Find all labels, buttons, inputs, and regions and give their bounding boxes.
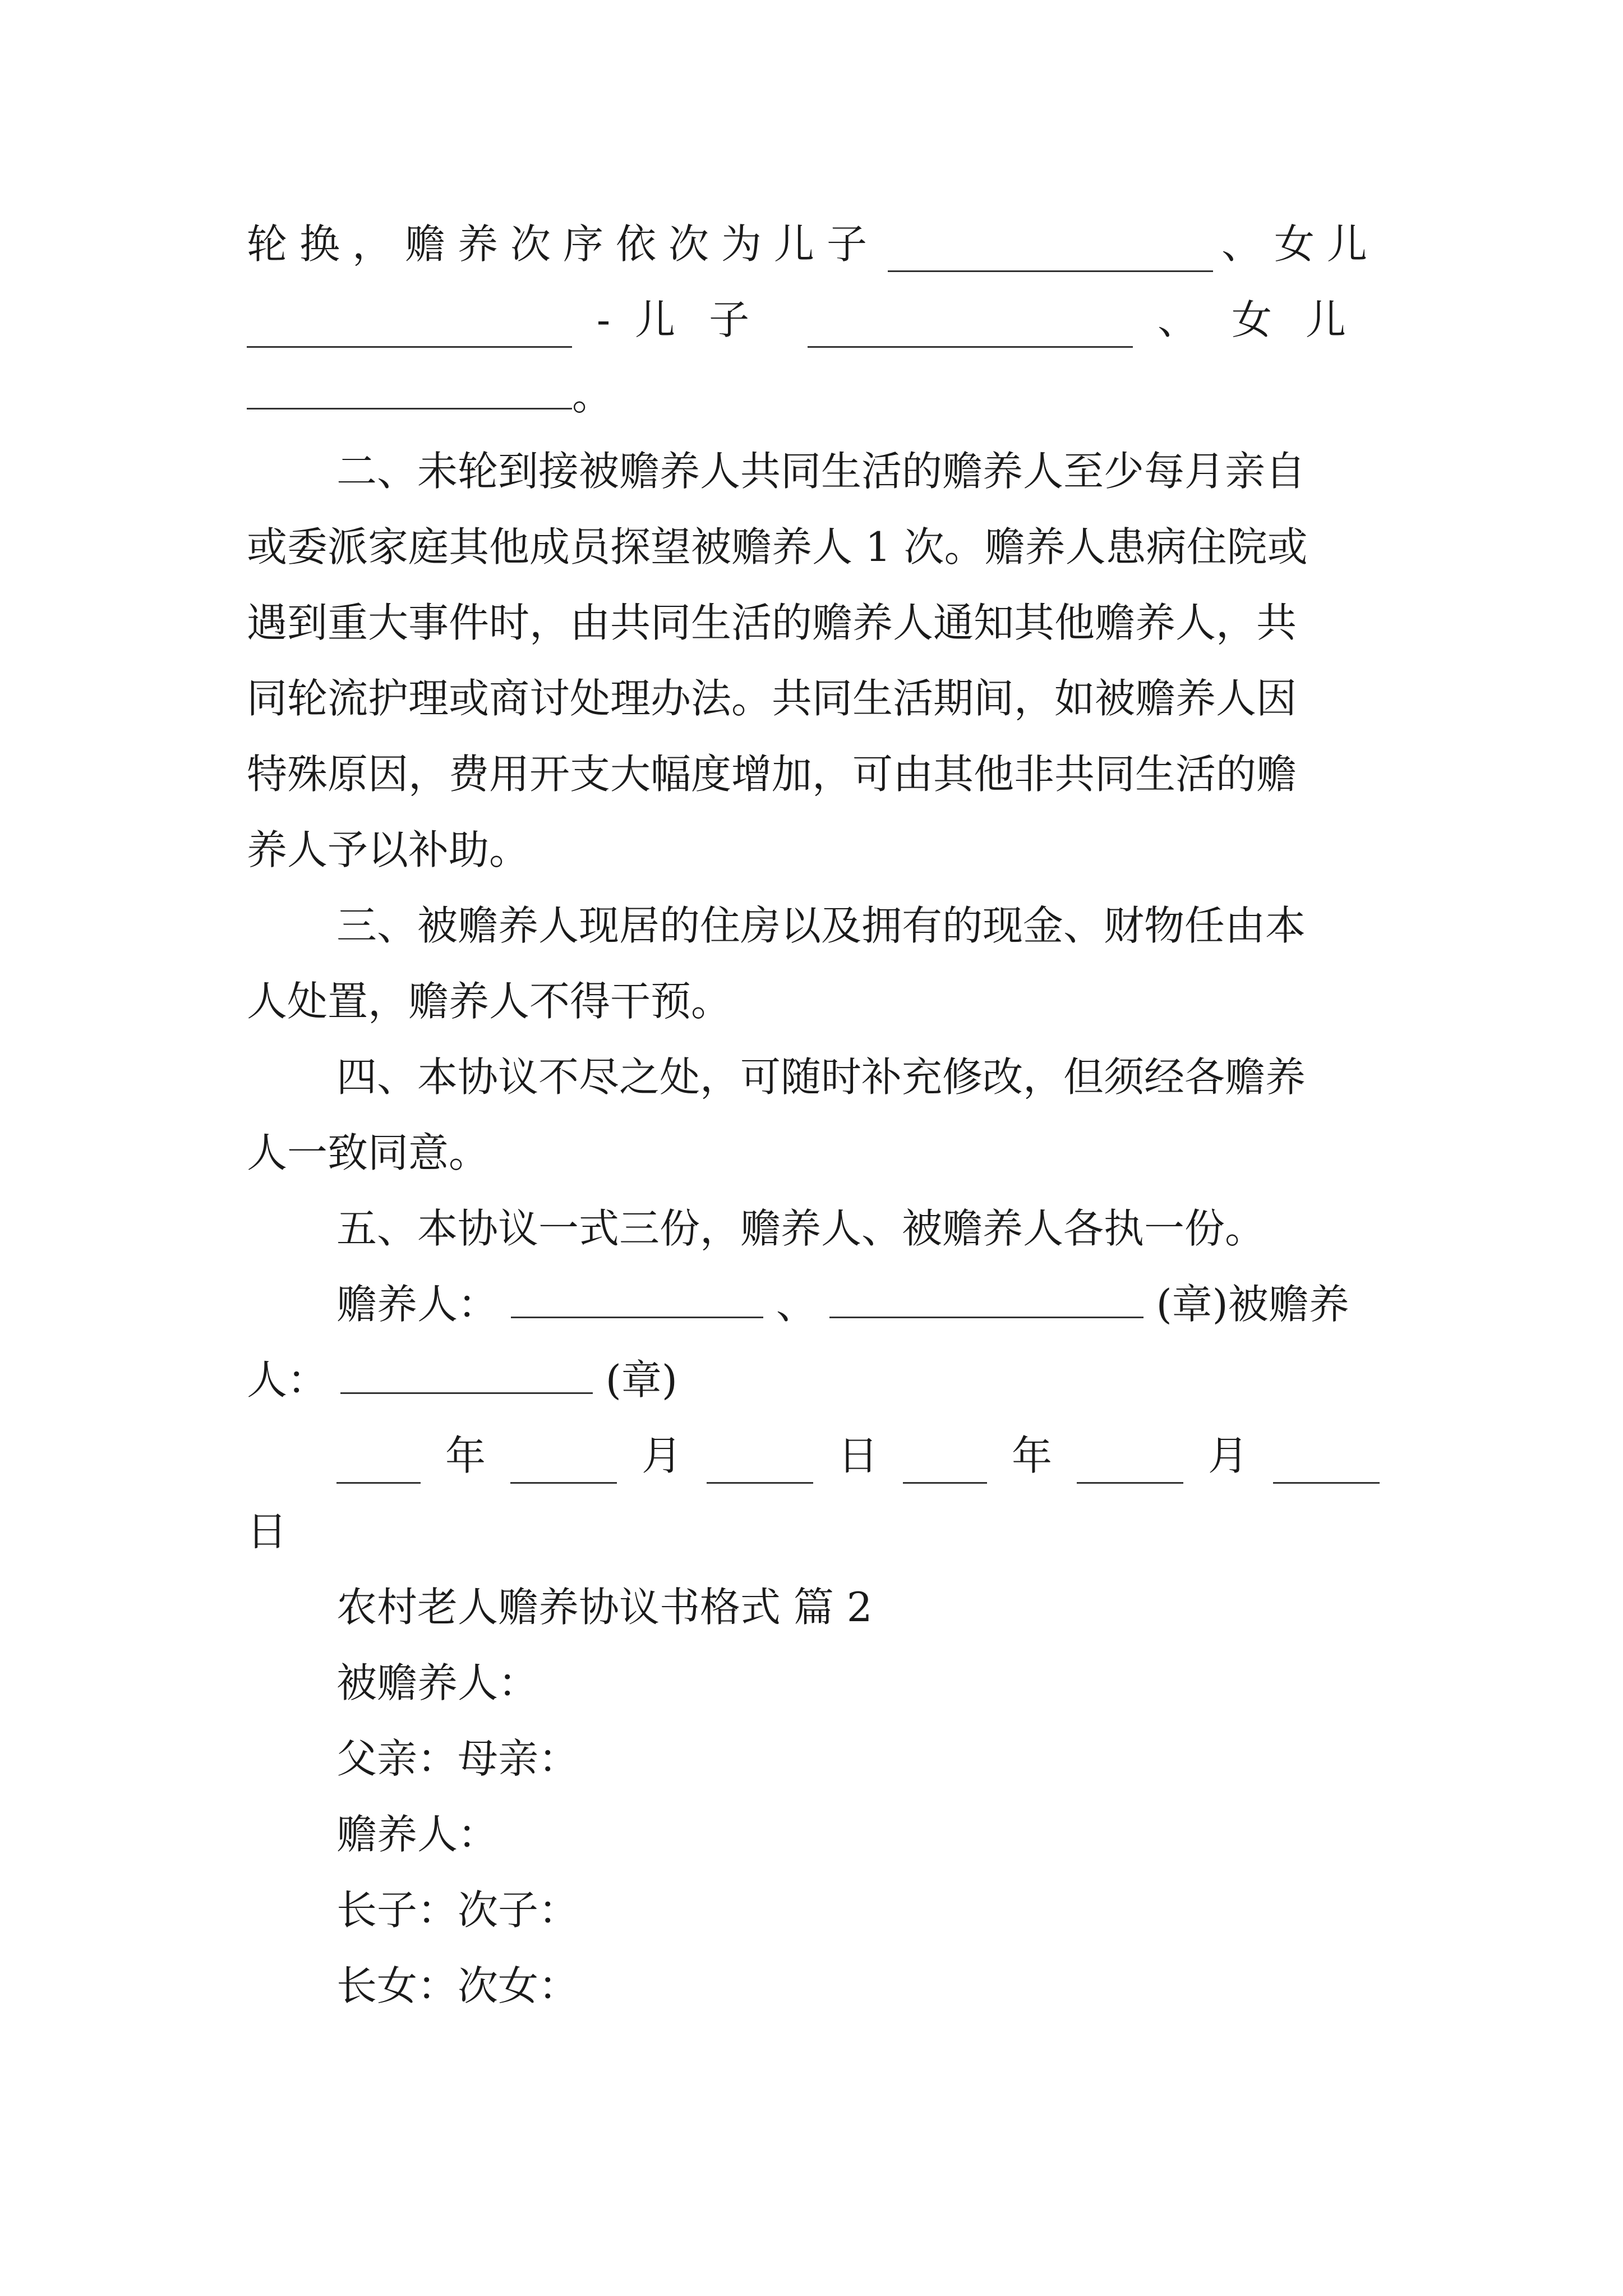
month-label-2: 月 <box>1207 1432 1248 1479</box>
clause-2-line-2: 或委派家庭其他成员探望被赡养人 1 次。赡养人患病住院或 <box>247 523 1308 570</box>
order-dash: - <box>596 296 611 343</box>
signature-line-1 <box>336 1276 1380 1332</box>
supported-label: 人： <box>247 1356 328 1404</box>
month-blank-1 <box>510 1445 617 1484</box>
signature-separator: 、 <box>776 1281 817 1328</box>
order-text-son-2: 儿子 <box>635 296 783 343</box>
blank-daughter-2 <box>247 371 572 409</box>
order-line-3 <box>247 367 1380 424</box>
clause-3-line-1: 三、被赡养人现居的住房以及拥有的现金、财物任由本 <box>336 902 1306 949</box>
signature-line-2 <box>247 1352 1380 1408</box>
blank-son-1 <box>888 233 1213 272</box>
clause-4-line-2: 人一致同意。 <box>247 1129 490 1176</box>
year-label-1: 年 <box>445 1432 486 1479</box>
clause-2-line-1: 二、未轮到接被赡养人共同生活的赡养人至少每月亲自 <box>336 448 1306 495</box>
date-line-wrap: 日 <box>247 1508 288 1555</box>
blank-son-2 <box>808 309 1133 348</box>
month-label-1: 月 <box>641 1432 682 1479</box>
order-text-son: 轮换，赡养次序依次为儿子 <box>247 220 880 268</box>
seal-and-supported-label: (章)被赡养 <box>1156 1281 1349 1328</box>
supported-seal: (章) <box>605 1356 677 1404</box>
order-text-daughter: 、女儿 <box>1221 220 1380 268</box>
supporters-heading: 赡养人： <box>336 1811 499 1858</box>
clause-2-line-5: 特殊原因，费用开支大幅度增加，可由其他非共同生活的赡 <box>247 751 1297 798</box>
date-line <box>336 1428 1380 1484</box>
parents-line: 父亲：母亲： <box>336 1735 579 1782</box>
supporter-signature-blank-1 <box>511 1280 763 1318</box>
day-blank-1 <box>707 1445 813 1484</box>
supporter-label: 赡养人： <box>336 1281 499 1328</box>
clause-2-line-3: 遇到重大事件时，由共同生活的赡养人通知其他赡养人，共 <box>247 599 1297 646</box>
order-period: 。 <box>572 372 613 419</box>
blank-daughter-1 <box>247 309 572 348</box>
clause-4-line-1: 四、本协议不尽之处，可随时补充修改，但须经各赡养 <box>336 1053 1306 1101</box>
sons-line: 长子：次子： <box>336 1887 579 1934</box>
clause-5-line-1: 五、本协议一式三份，赡养人、被赡养人各执一份。 <box>336 1205 1266 1252</box>
order-text-daughter-2: 、女儿 <box>1157 296 1380 343</box>
order-line-2 <box>247 292 1380 348</box>
supported-signature-blank <box>340 1355 593 1394</box>
year-blank-2 <box>903 1445 987 1484</box>
clause-2-line-4: 同轮流护理或商讨处理办法。共同生活期间，如被赡养人因 <box>247 675 1297 722</box>
section-2-title: 农村老人赡养协议书格式 篇 2 <box>336 1584 873 1631</box>
clause-3-line-2: 人处置，赡养人不得干预。 <box>247 978 732 1025</box>
day-label-1: 日 <box>837 1432 878 1479</box>
order-line-1 <box>247 216 1380 272</box>
daughters-line: 长女：次女： <box>336 1962 579 2009</box>
supported-heading: 被赡养人： <box>336 1659 539 1706</box>
year-label-2: 年 <box>1011 1432 1052 1479</box>
month-blank-2 <box>1077 1445 1183 1484</box>
clause-2-line-6: 养人予以补助。 <box>247 826 530 873</box>
day-blank-2 <box>1273 1445 1380 1484</box>
supporter-signature-blank-2 <box>829 1280 1144 1318</box>
year-blank-1 <box>336 1445 421 1484</box>
